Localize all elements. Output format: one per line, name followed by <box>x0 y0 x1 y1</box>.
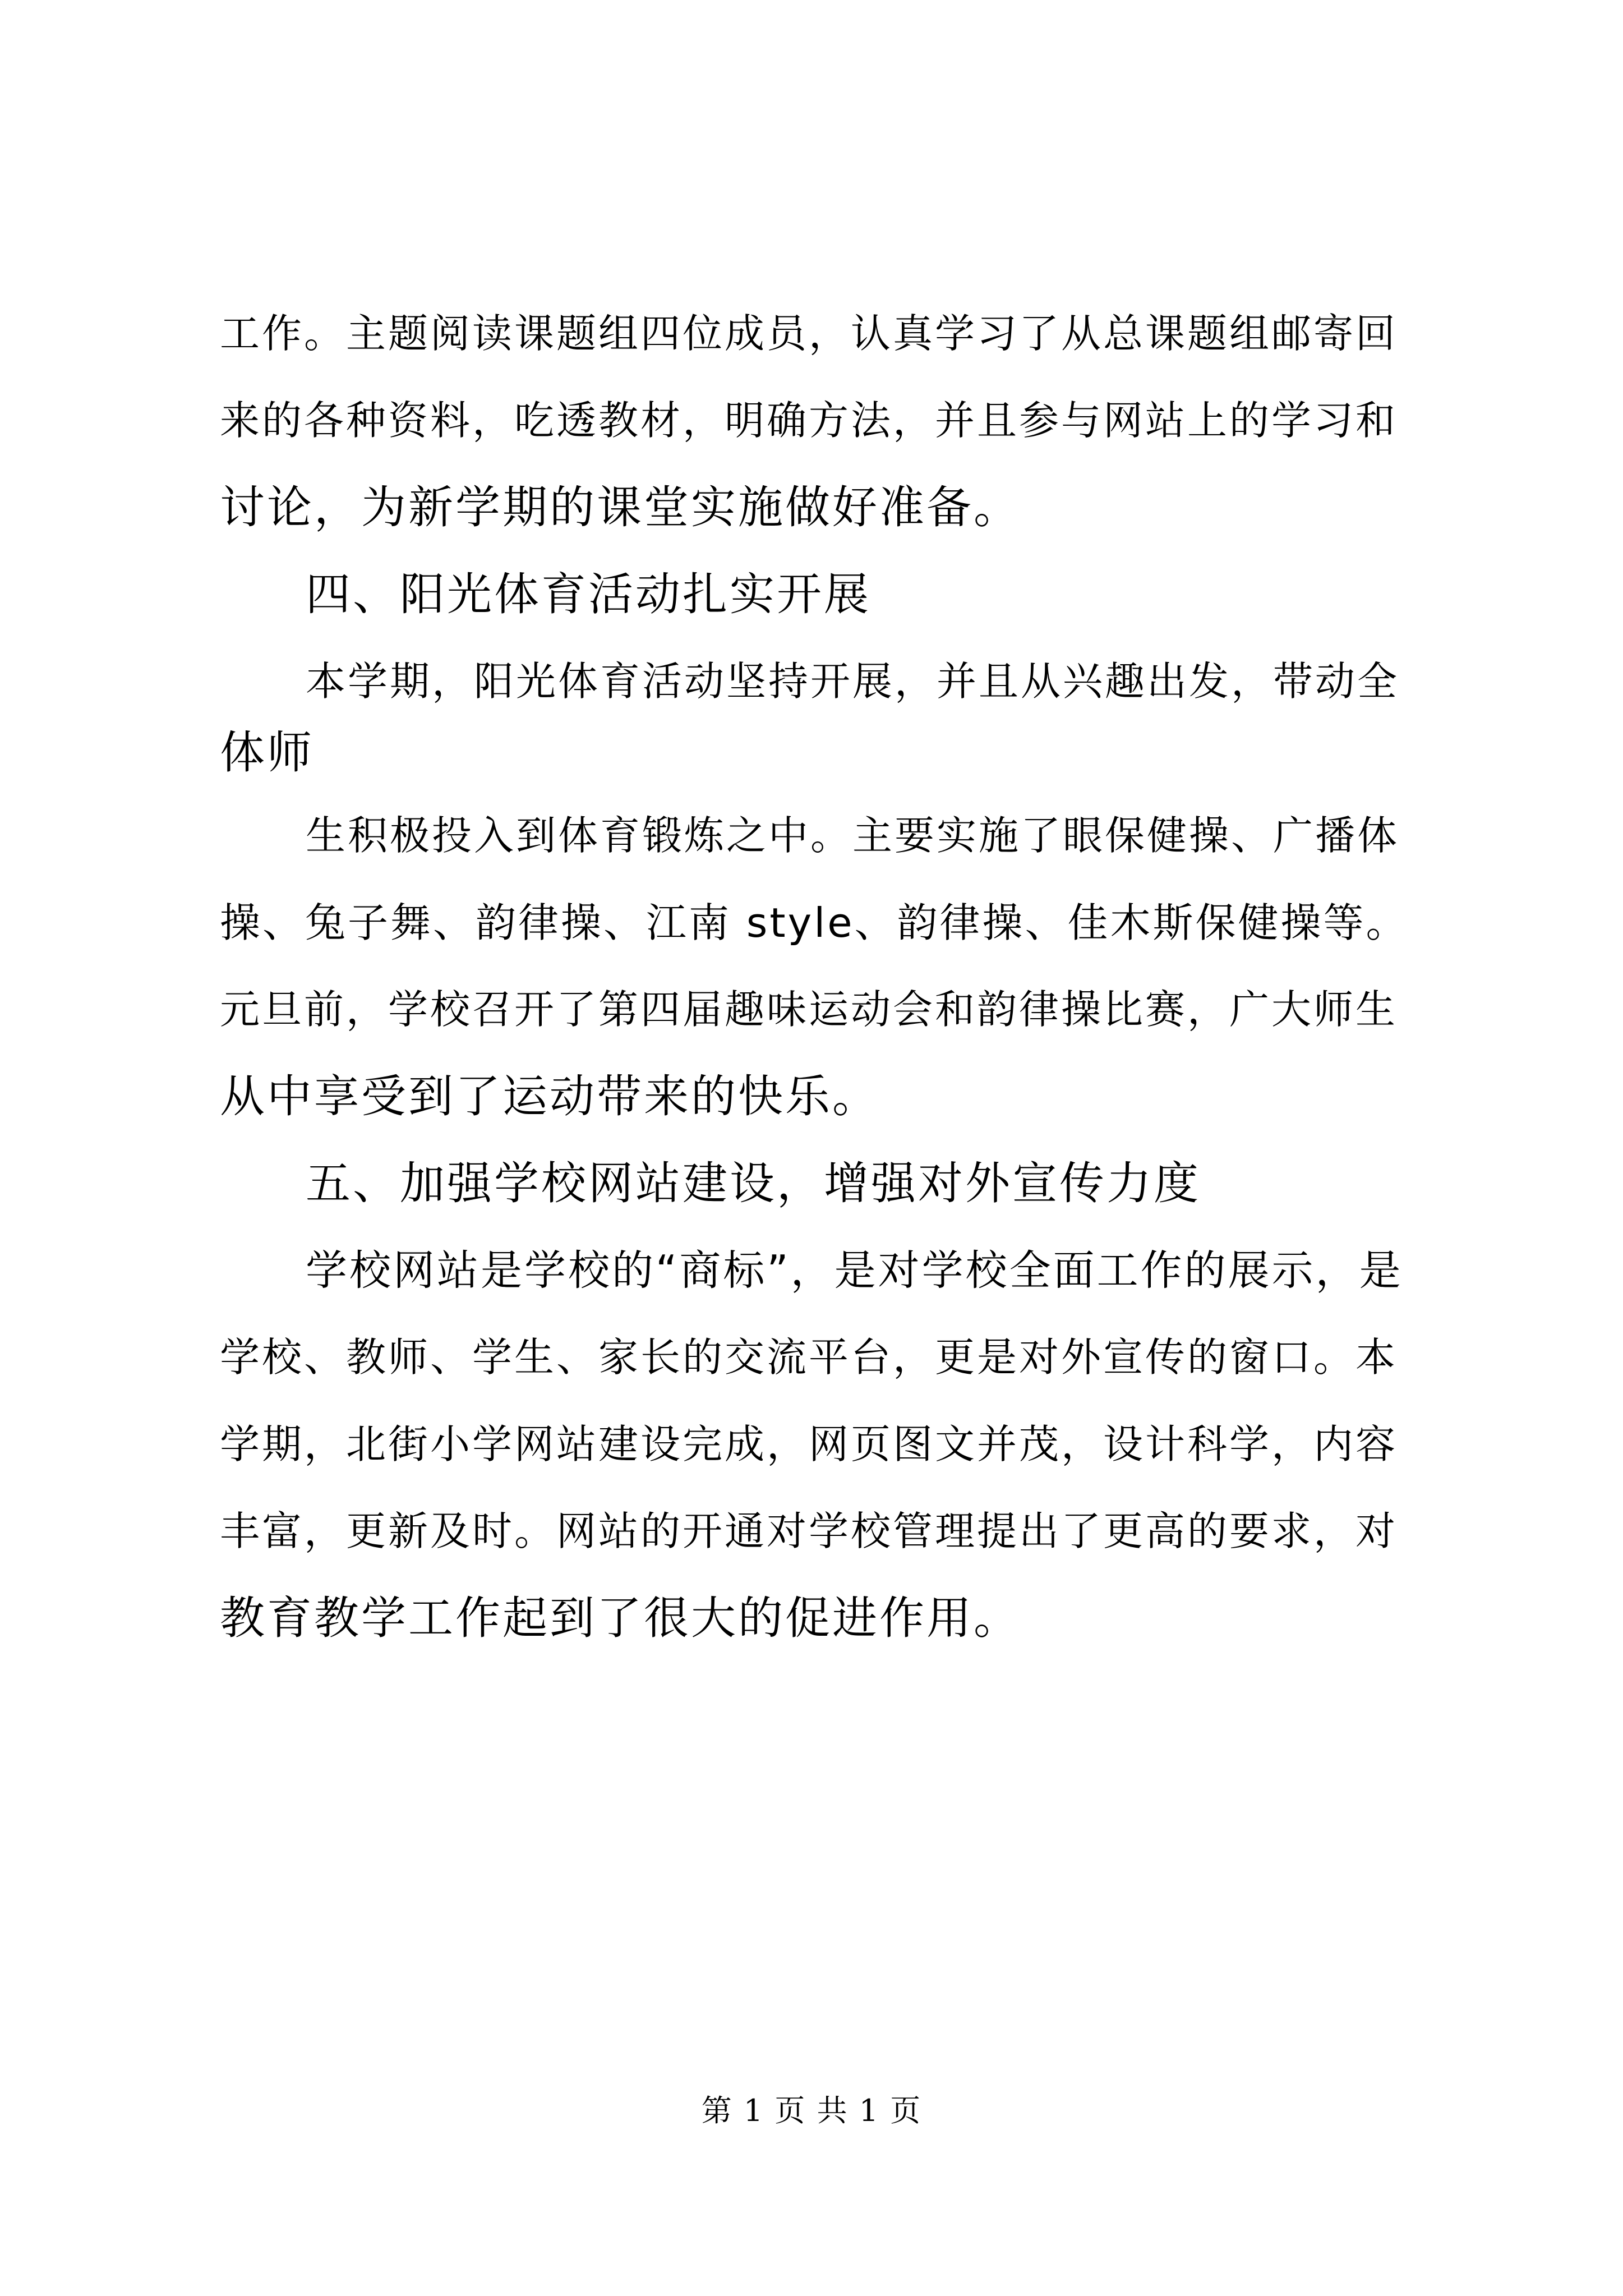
text-line: 来的各种资料，吃透教材，明确方法，并且参与网站上的学习和 <box>220 397 1398 444</box>
text-line: 丰富，更新及时。网站的开通对学校管理提出了更高的要求，对 <box>220 1508 1398 1554</box>
section-heading: 五、加强学校网站建设，增强对外宣传力度 <box>306 1157 1201 1209</box>
text-line: 学校网站是学校的“商标”，是对学校全面工作的展示，是 <box>306 1246 1403 1295</box>
text-line: 工作。主题阅读课题组四位成员，认真学习了从总课题组邮寄回 <box>220 310 1398 357</box>
text-line: 操、兔子舞、韵律操、江南 style、韵律操、佳木斯保健操等。 <box>220 899 1409 946</box>
page-number-footer: 第 1 页 共 1 页 <box>701 2093 922 2128</box>
text-line: 学期，北街小学网站建设完成，网页图文并茂，设计科学，内容 <box>220 1421 1398 1467</box>
text-line: 学校、教师、学生、家长的交流平台，更是对外宣传的窗口。本 <box>220 1334 1398 1381</box>
text-line: 体师 <box>220 726 314 779</box>
section-heading: 四、阳光体育活动扎实开展 <box>306 568 871 620</box>
text-line: 从中享受到了运动带来的快乐。 <box>220 1070 879 1122</box>
text-line: 讨论，为新学期的课堂实施做好准备。 <box>220 481 1021 533</box>
text-line: 本学期，阳光体育活动坚持开展，并且从兴趣出发，带动全 <box>306 658 1400 705</box>
text-line: 教育教学工作起到了很大的促进作用。 <box>220 1592 1021 1644</box>
text-line: 生积极投入到体育锻炼之中。主要实施了眼保健操、广播体 <box>306 812 1400 859</box>
text-line: 元旦前，学校召开了第四届趣味运动会和韵律操比赛，广大师生 <box>220 986 1398 1033</box>
